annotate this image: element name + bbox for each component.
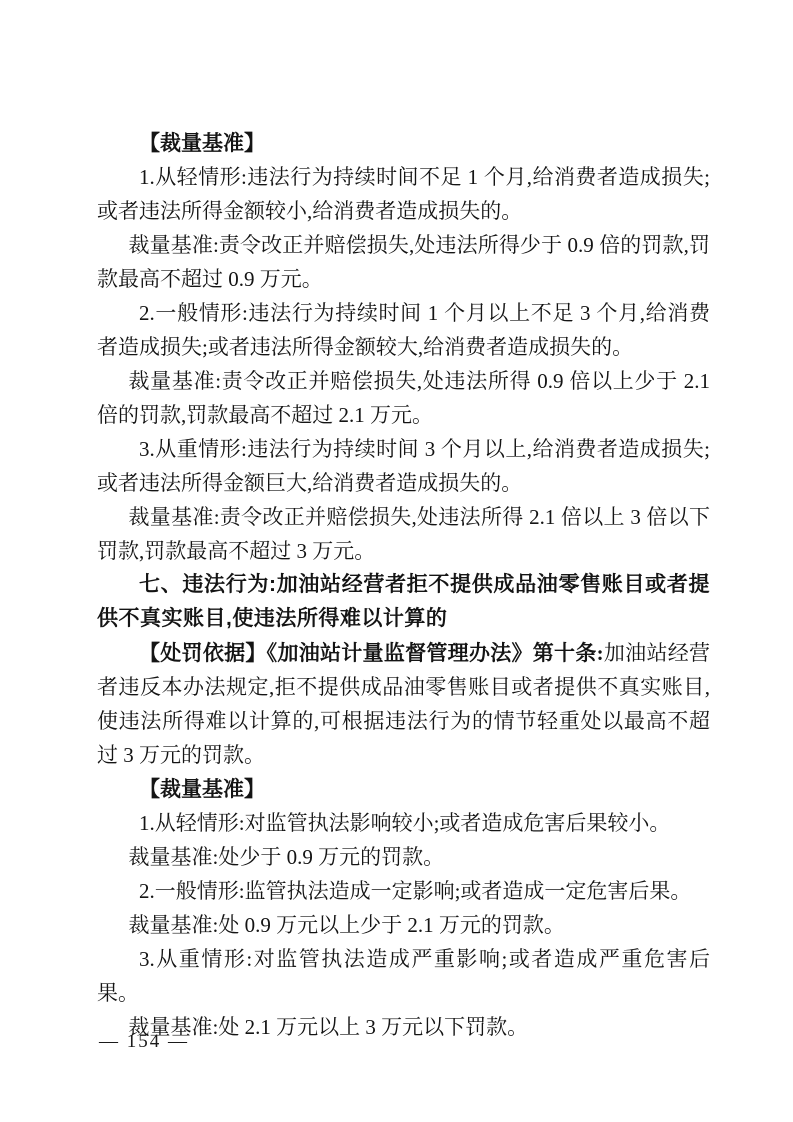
page-footer	[99, 1029, 189, 1055]
section-heading-violation-7: 七、违法行为:加油站经营者拒不提供成品油零售账目或者提供不真实账目,使违法所得难以计算的	[97, 573, 710, 630]
para-benchmark-severe-1: 裁量基准:责令改正并赔偿损失,处违法所得 2.1 倍以上 3 倍以下罚款,罚款最高不超过 3 万元。	[97, 505, 710, 563]
para-general-case-1: 2.一般情形:违法行为持续时间 1 个月以上不足 3 个月,给消费者造成损失;或者违法所得金额较大,给消费者造成损失的。	[97, 301, 710, 359]
page-number: — 154 —	[99, 1031, 189, 1052]
penalty-basis-label: 【处罚依据】《加油站计量监督管理办法》第十条:	[139, 641, 604, 665]
para-general-case-2: 2.一般情形:监管执法造成一定影响;或者造成一定危害后果。	[139, 879, 692, 903]
penalty-basis-text: 加油站经营者违反本办法规定,拒不提供成品油零售账目或者提供不真实账目,使违法所得难以计算的,可根据违法行为的情节轻重处以最高不超过 3 万元的罚款。	[97, 641, 710, 767]
para-benchmark-general-1: 裁量基准:责令改正并赔偿损失,处违法所得 0.9 倍以上少于 2.1 倍的罚款,罚款最高不超过 2.1 万元。	[97, 369, 710, 427]
para-severe-case-1: 3.从重情形:违法行为持续时间 3 个月以上,给消费者造成损失;或者违法所得金额巨大,给消费者造成损失的。	[97, 437, 710, 495]
para-light-case-1: 1.从轻情形:违法行为持续时间不足 1 个月,给消费者造成损失;或者违法所得金额较小,给消费者造成损失的。	[97, 165, 710, 223]
bracket-heading-discretion-2: 【裁量基准】	[139, 777, 265, 801]
para-benchmark-severe-2: 裁量基准:处 2.1 万元以上 3 万元以下罚款。	[128, 1015, 529, 1039]
para-severe-case-2: 3.从重情形:对监管执法造成严重影响;或者造成严重危害后果。	[97, 947, 710, 1005]
para-penalty-basis	[97, 636, 710, 772]
document-body	[97, 126, 710, 1044]
bracket-heading-discretion-1: 【裁量基准】	[139, 131, 265, 155]
para-benchmark-light-1: 裁量基准:责令改正并赔偿损失,处违法所得少于 0.9 倍的罚款,罚款最高不超过 0.9 万元。	[97, 233, 710, 291]
para-light-case-2: 1.从轻情形:对监管执法影响较小;或者造成危害后果较小。	[139, 811, 671, 835]
para-benchmark-light-2: 裁量基准:处少于 0.9 万元的罚款。	[128, 845, 445, 869]
para-benchmark-general-2: 裁量基准:处 0.9 万元以上少于 2.1 万元的罚款。	[128, 913, 565, 937]
